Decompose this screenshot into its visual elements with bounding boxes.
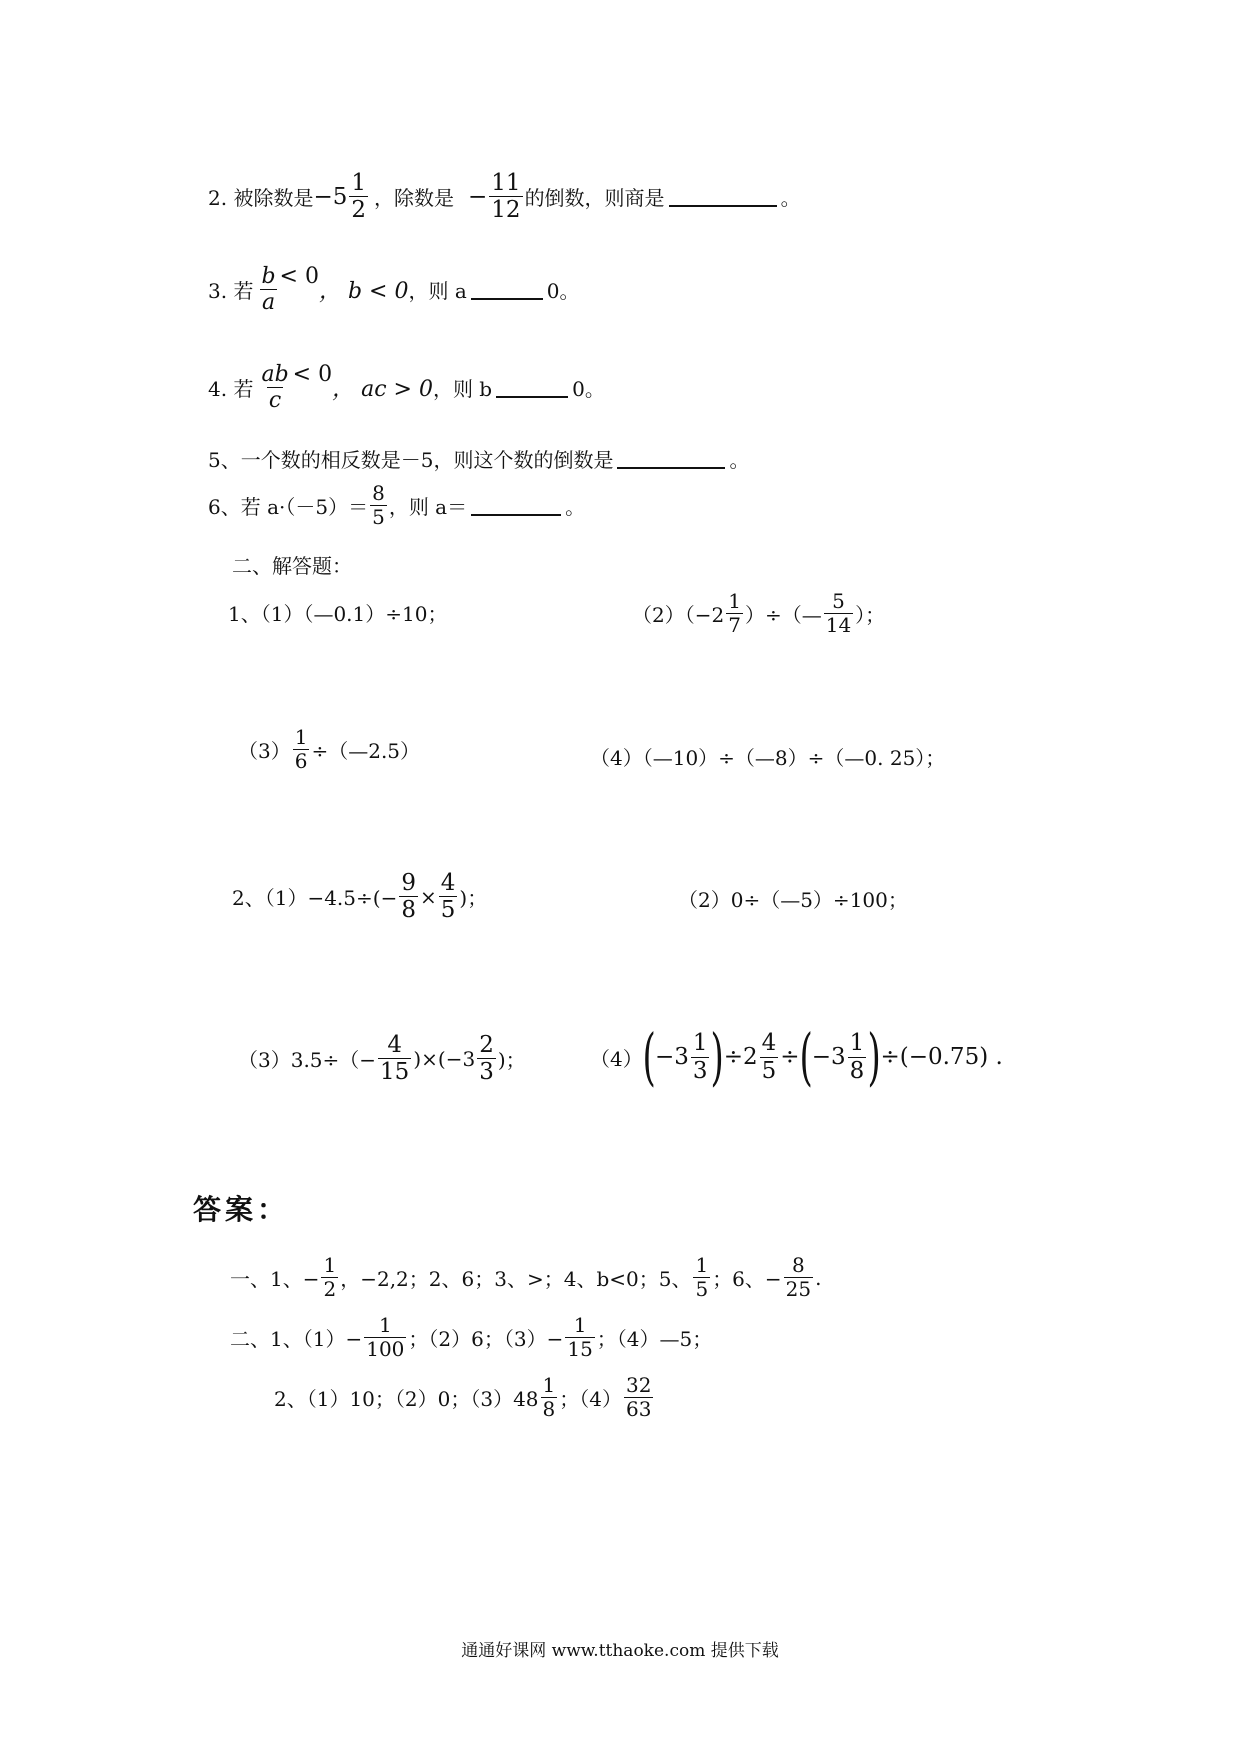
question-6 xyxy=(208,482,585,529)
q2-divisor-sign: − xyxy=(468,183,488,210)
answers-line1-d3: 25 xyxy=(785,1277,812,1301)
q4-prefix: 4. 若 xyxy=(208,377,254,402)
answers-line2-frac2 xyxy=(565,1314,594,1361)
q3-num: b xyxy=(261,264,276,289)
q2-divisor-fraction xyxy=(489,170,522,224)
answers-line3-d2: 63 xyxy=(626,1397,652,1421)
q2-dividend-whole: −5 xyxy=(313,183,348,210)
problem-2-3-den1: 15 xyxy=(380,1059,410,1086)
problem-1-3-frac xyxy=(293,726,310,773)
q5-end: 。 xyxy=(729,448,750,472)
q2-suffix: 的倒数，则商是 xyxy=(524,186,665,211)
problem-2-3-pre: （3）3.5÷（− xyxy=(238,1048,377,1073)
question-4 xyxy=(208,362,605,414)
answers-line3-t1: ；（4） xyxy=(559,1387,622,1411)
right-paren-2: ) xyxy=(867,1020,882,1093)
answers-line2-d1: 100 xyxy=(366,1337,405,1361)
q2-divisor-num: 11 xyxy=(491,170,521,196)
answers-line3-frac1 xyxy=(541,1374,558,1421)
q4-num: ab xyxy=(261,362,289,387)
problem-2-3-frac1 xyxy=(378,1032,411,1086)
answers-line3-n1: 1 xyxy=(542,1373,556,1397)
q2-prefix: 2. 被除数是 xyxy=(208,186,314,211)
problem-1-2-mid: ）÷（— xyxy=(744,603,822,627)
question-3 xyxy=(208,264,580,316)
q2-mid: ，除数是 xyxy=(374,186,454,211)
answers-line1-n3: 8 xyxy=(792,1253,805,1277)
problem-2-1-den2: 5 xyxy=(440,897,456,924)
problem-2-4-a-frac xyxy=(691,1030,710,1084)
q4-after: ，则 b xyxy=(432,377,493,402)
section-2-title-text: 二、解答题： xyxy=(232,554,352,578)
answers-line2-d2: 15 xyxy=(567,1337,593,1361)
problem-2-1-num1: 9 xyxy=(401,870,416,896)
answers-line2-n2: 1 xyxy=(573,1313,587,1337)
q2-dividend xyxy=(313,170,370,224)
problem-1-3-den: 6 xyxy=(294,749,308,773)
answers-line3-d1: 8 xyxy=(542,1397,556,1421)
answers-line3-pre: 2、（1）10；（2）0；（3）48 xyxy=(274,1387,539,1411)
q2-end: 。 xyxy=(780,186,801,211)
q5-text: 5、一个数的相反数是－5，则这个数的倒数是 xyxy=(208,448,614,472)
q3-den: a xyxy=(261,290,276,316)
q6-answer-blank[interactable] xyxy=(471,496,561,516)
section-2-title xyxy=(232,550,352,579)
right-paren-1: ) xyxy=(710,1020,725,1093)
answers-line2-t1: ；（2）6；（3）− xyxy=(408,1327,564,1351)
problem-2-4-a-num: 1 xyxy=(692,1030,708,1057)
page-footer: 通通好课网 www.tthaoke.com 提供下载 xyxy=(461,1641,779,1661)
problem-1-2 xyxy=(632,590,885,637)
q4-relation: < 0 xyxy=(292,362,333,388)
q4-answer-blank[interactable] xyxy=(496,378,568,398)
problem-2-1-den1: 8 xyxy=(401,897,416,924)
problem-2-4-pre: （4） xyxy=(590,1046,643,1071)
q2-dividend-num: 1 xyxy=(351,170,366,196)
answers-line1-n1: 1 xyxy=(323,1253,337,1277)
q2-divisor-den: 12 xyxy=(491,197,521,224)
problem-1-3 xyxy=(238,726,420,773)
problem-1-3-num: 1 xyxy=(294,725,308,749)
problem-2-1 xyxy=(232,870,487,924)
question-5 xyxy=(208,444,749,473)
q5-answer-blank[interactable] xyxy=(617,449,725,469)
q3-answer-blank[interactable] xyxy=(471,280,543,300)
answers-line1-d1: 2 xyxy=(323,1277,337,1301)
problem-1-2-pre: （2）（−2 xyxy=(632,603,725,627)
answers-line1-n2: 1 xyxy=(695,1253,709,1277)
left-paren-1: ( xyxy=(642,1020,656,1093)
question-2 xyxy=(208,170,801,224)
q4-condition: ， ac > 0 xyxy=(332,377,433,403)
q6-prefix: 6、若 a·（－5）＝ xyxy=(208,495,369,519)
q6-fraction xyxy=(370,482,387,529)
answers-line2-n1: 1 xyxy=(378,1313,392,1337)
problem-2-1-num2: 4 xyxy=(440,870,456,896)
problem-1-1-text: 1、（1）（—0.1）÷10； xyxy=(228,602,448,626)
problem-2-3-mid: )×(−3 xyxy=(413,1046,476,1071)
q2-answer-blank[interactable] xyxy=(669,187,777,207)
problem-1-2-post: ）； xyxy=(855,603,886,627)
problem-2-1-frac1 xyxy=(399,870,418,924)
answers-line-3 xyxy=(274,1374,655,1421)
problem-1-4 xyxy=(590,742,945,771)
q4-end: 0。 xyxy=(572,377,605,402)
problem-2-4-c-num: 1 xyxy=(849,1030,865,1057)
q3-fraction xyxy=(259,264,277,316)
q6-after: ，则 a＝ xyxy=(388,495,468,519)
problem-2-4-c-den: 8 xyxy=(849,1057,865,1084)
answers-line2-t2: ；（4）—5； xyxy=(596,1327,713,1351)
answers-line-1 xyxy=(230,1254,821,1301)
answers-line1-t2: ；6、− xyxy=(712,1267,782,1291)
problem-2-3-num1: 4 xyxy=(387,1032,402,1058)
problem-2-4-c-frac xyxy=(848,1030,867,1084)
answers-line1-frac3 xyxy=(784,1254,813,1301)
problem-2-1-pre: 2、（1）−4.5÷(− xyxy=(232,886,398,911)
q4-den: c xyxy=(268,388,282,414)
left-paren-2: ( xyxy=(798,1020,813,1093)
problem-2-3-num2: 2 xyxy=(479,1032,494,1058)
answers-line1-frac1 xyxy=(321,1254,338,1301)
problem-1-2-frac1 xyxy=(726,590,743,637)
answers-line1-t1: ，−2,2；2、6；3、>；4、b<0；5、 xyxy=(340,1267,692,1291)
answers-heading: 答案： xyxy=(193,1193,290,1226)
problem-2-4-div1: ÷2 xyxy=(723,1044,758,1070)
problem-1-2-den1: 7 xyxy=(728,613,741,637)
problem-1-1 xyxy=(228,598,447,627)
problem-2-4-a-den: 3 xyxy=(692,1057,708,1084)
problem-2-1-post: )； xyxy=(459,886,488,911)
answers-line1-pre: 一、1、− xyxy=(230,1267,320,1291)
q3-after: ，则 a xyxy=(408,279,467,304)
problem-1-2-num2: 5 xyxy=(832,589,845,613)
q3-condition: ， b < 0 xyxy=(318,279,409,305)
q2-dividend-den: 2 xyxy=(351,197,366,224)
q3-relation: < 0 xyxy=(279,264,319,290)
problem-2-4-a-whole: −3 xyxy=(654,1044,689,1070)
problem-2-4-b-frac xyxy=(760,1030,779,1084)
problem-1-2-frac2 xyxy=(824,590,853,637)
answers-line2-frac1 xyxy=(364,1314,406,1361)
answers-line1-t3: . xyxy=(815,1265,822,1290)
problem-2-3 xyxy=(238,1032,526,1086)
q6-end: 。 xyxy=(565,495,586,519)
problem-2-4-c-whole: −3 xyxy=(811,1044,846,1070)
problem-1-3-post: ÷（—2.5） xyxy=(311,739,421,763)
answers-line3-n2: 32 xyxy=(626,1373,652,1397)
answers-line1-frac2 xyxy=(693,1254,710,1301)
answers-line1-d2: 5 xyxy=(695,1277,709,1301)
problem-2-3-post: )； xyxy=(497,1048,526,1073)
q3-prefix: 3. 若 xyxy=(208,279,254,304)
problem-2-4-b-num: 4 xyxy=(761,1030,777,1057)
problem-2-3-den2: 3 xyxy=(479,1059,494,1086)
answers-line2-pre: 二、1、（1）− xyxy=(230,1327,363,1351)
problem-2-4 xyxy=(590,1020,1003,1093)
problem-2-1-mid: × xyxy=(419,884,437,909)
problem-2-4-b-den: 5 xyxy=(761,1057,777,1084)
answers-line3-frac2 xyxy=(624,1374,653,1421)
problem-2-4-div2: ÷ xyxy=(780,1044,800,1070)
q3-end: 0。 xyxy=(546,279,580,304)
problem-2-2-text: （2）0÷（—5）÷100； xyxy=(678,888,908,912)
problem-1-3-pre: （3） xyxy=(238,739,291,763)
q4-fraction xyxy=(259,362,290,414)
problem-1-4-text: （4）（—10）÷（—8）÷（—0. 25）； xyxy=(590,746,946,770)
answers-line-2 xyxy=(230,1314,712,1361)
problem-2-4-post: ÷(−0.75) . xyxy=(880,1044,1003,1070)
problem-1-2-num1: 1 xyxy=(728,589,741,613)
problem-2-1-frac2 xyxy=(439,870,458,924)
q6-num: 8 xyxy=(372,481,385,505)
q6-den: 5 xyxy=(372,505,385,529)
problem-2-3-frac2 xyxy=(477,1032,496,1086)
problem-1-2-den2: 14 xyxy=(825,613,852,637)
problem-2-2 xyxy=(678,884,908,913)
q2-dividend-fraction xyxy=(349,170,368,224)
